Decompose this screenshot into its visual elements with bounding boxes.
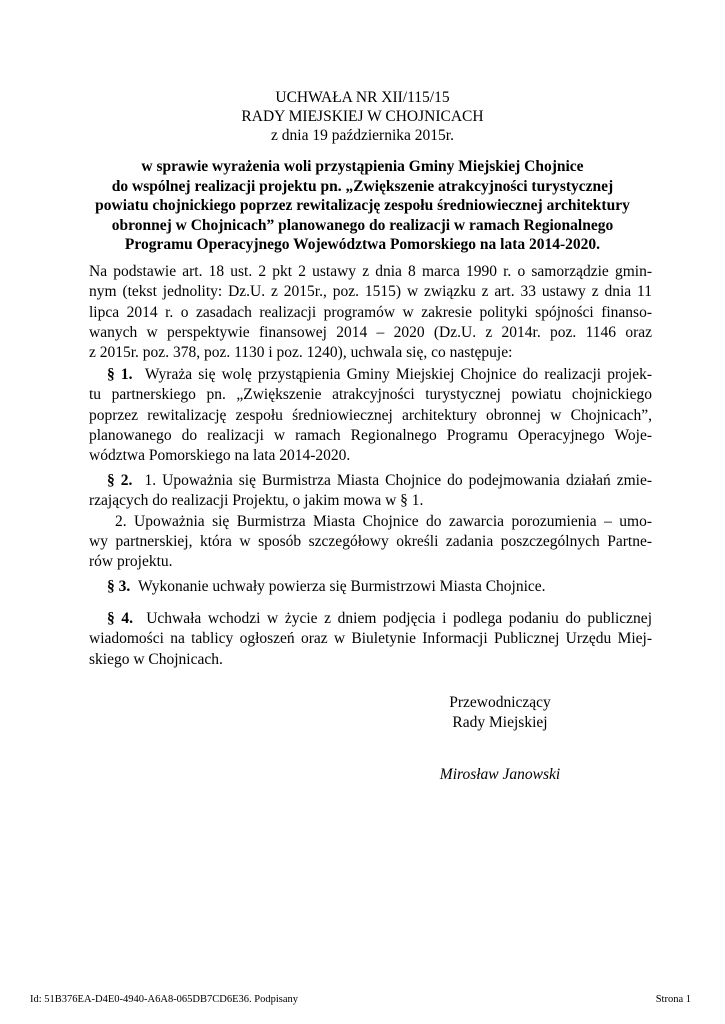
section-2 <box>89 471 652 572</box>
document-id: Id: 51B376EA-D4E0-4940-A6A8-065DB7CD6E36. Podpisany <box>30 994 299 1005</box>
preamble-line: z 2015r. poz. 378, poz. 1130 i poz. 1240), uchwala się, co następuje: <box>89 344 513 362</box>
section-line: skiego w Chojnicach. <box>89 650 223 668</box>
resolution-subject <box>0 157 725 255</box>
preamble-line: Na podstawie art. 18 ust. 2 pkt 2 ustawy z dnia 8 marca 1990 r. o samorządzie gmin- <box>89 263 652 280</box>
section-first-line <box>89 609 652 629</box>
section-first-line <box>89 471 652 491</box>
subject-line: w sprawie wyrażenia woli przystąpienia Gminy Miejskiej Chojnice <box>141 158 584 175</box>
subject-line: powiatu chojnickiego poprzez rewitalizację zespołu średniowiecznej architektury <box>95 197 630 214</box>
section-line: rów projektu. <box>89 553 173 571</box>
resolution-date: z dnia 19 października 2015r. <box>271 127 454 144</box>
section-3 <box>89 577 652 597</box>
page-number: Strona 1 <box>655 994 691 1005</box>
resolution-number: UCHWAŁA NR XII/115/15 <box>275 89 450 106</box>
section-mark: § 2. <box>107 472 133 489</box>
section-line: poprzez rewitalizację zespołu średniowiecznej architektury obronnej w Chojnicach”, <box>89 406 652 424</box>
signature-body: Rady Miejskiej <box>452 714 548 731</box>
council-name: RADY MIEJSKIEJ W CHOJNICACH <box>241 108 484 125</box>
section-4 <box>89 609 652 670</box>
section-line: rzających do realizacji Projektu, o jakim mowa w § 1. <box>89 492 424 510</box>
preamble-line: wanych w perspektywie finansowej 2014 – 2020 (Dz.U. z 2014r. poz. 1146 oraz <box>89 323 652 341</box>
section-line: planowanego do realizacji w ramach Regionalnego Programu Operacyjnego Woje- <box>89 426 652 444</box>
subject-line: Programu Operacyjnego Województwa Pomorskiego na lata 2014-2020. <box>124 236 601 253</box>
preamble-line: nym (tekst jednolity: Dz.U. z 2015r., poz. 1515) w związku z art. 33 ustawy z dnia 11 <box>89 283 652 301</box>
signature-role: Przewodniczący <box>449 694 551 711</box>
section-first-line <box>89 365 652 385</box>
section-text: 1. Upoważnia się Burmistrza Miasta Chojnice do podejmowania działań zmie- <box>144 472 653 489</box>
section-text: Wykonanie uchwały powierza się Burmistrzowi Miasta Chojnice. <box>138 578 546 595</box>
section-subpoint-line: 2. Upoważnia się Burmistrza Miasta Chojnice do zawarcia porozumienia – umo- <box>115 512 652 530</box>
section-line: wództwa Pomorskiego na lata 2014-2020. <box>89 447 351 465</box>
section-text: Uchwała wchodzi w życie z dniem podjęcia i podlega podaniu do publicznej <box>146 610 652 627</box>
section-1 <box>89 365 652 466</box>
preamble-line: lipca 2014 r. o zasadach realizacji programów w zakresie polityki spójności finanso- <box>89 303 652 321</box>
section-line: wy partnerskiej, która w sposób szczegółowy określi zadania poszczególnych Partne- <box>89 532 652 550</box>
section-text: Wyraża się wolę przystąpienia Gminy Miejskiej Chojnice do realizacji projek- <box>144 366 653 383</box>
section-mark: § 1. <box>107 366 133 383</box>
section-line: tu partnerskiego pn. „Zwiększenie atrakcyjności turystycznej powiatu chojnickiego <box>89 386 652 404</box>
section-line: wiadomości na tablicy ogłoszeń oraz w Biuletynie Informacji Publicznej Urzędu Miej- <box>89 630 652 648</box>
section-mark: § 4. <box>107 610 133 627</box>
preamble <box>89 262 652 363</box>
subject-line: do wspólnej realizacji projektu pn. „Zwiększenie atrakcyjności turystycznej <box>111 177 614 195</box>
signature-name: Mirosław Janowski <box>439 766 561 783</box>
section-first-line <box>89 577 652 597</box>
section-mark: § 3. <box>107 578 131 595</box>
subject-line: obronnej w Chojnicach” planowanego do realizacji w ramach Regionalnego <box>111 216 614 234</box>
